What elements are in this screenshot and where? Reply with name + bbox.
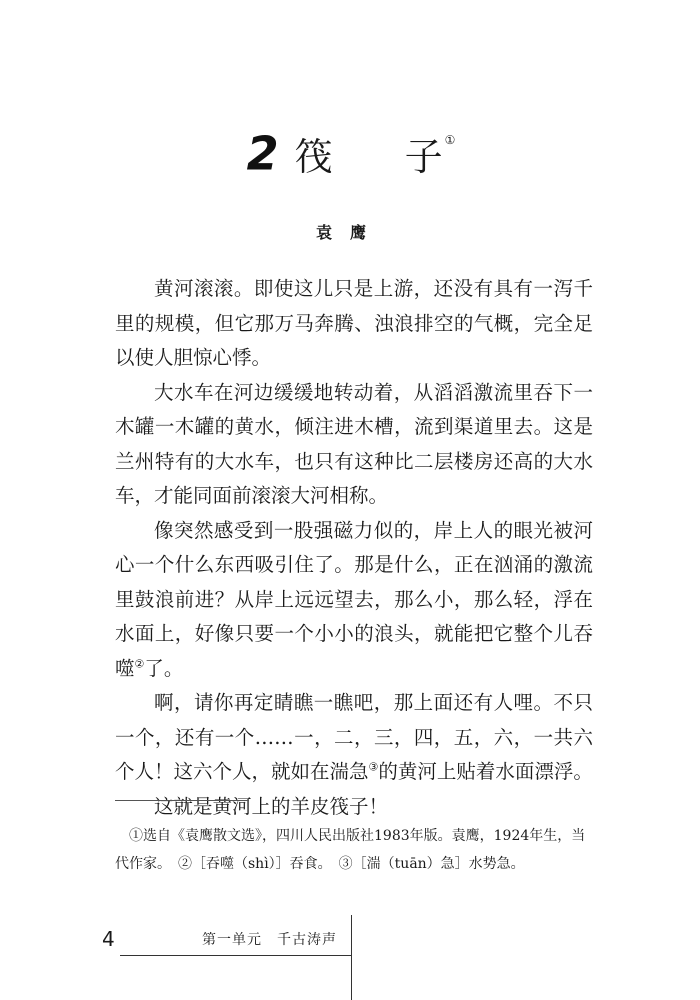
body-text: [115, 272, 593, 824]
footer-vertical-divider: [351, 915, 352, 1000]
author-name: 袁鹰: [315, 223, 384, 242]
page-footer: [0, 915, 700, 1000]
title-char-2: 子: [404, 135, 443, 179]
paragraph-3-text-a: 像突然感受到一股强磁力似的，岸上人的眼光被河心一个什么东西吸引住了。那是什么，正在汹涌的激流里鼓浪前进？从岸上远远望去，那么小，那么轻，浮在水面上，好像只要一个小小的浪头，就能把它整个儿吞噬: [115, 518, 593, 680]
footnote-mark-3: ③: [368, 760, 379, 774]
page-number: 4: [102, 927, 115, 951]
paragraph-4-text-a: 啊，请你再定睛瞧一瞧吧，那上面还有人哩。不只一个，还有一个……一，二，三，四，五，六，一共六个人！这六个人，就如在湍急: [115, 691, 593, 783]
title-char-1: 筏: [294, 135, 405, 179]
paragraph-4-text-b: 的黄河上贴着水面漂浮。: [378, 760, 593, 783]
title-text: [295, 135, 443, 179]
paragraph-5: 这就是黄河上的羊皮筏子！: [154, 794, 389, 818]
footnotes: [115, 822, 593, 878]
footnote-line-2: 代作家。 ②［吞噬（shì）］吞食。 ③［湍（tuān）急］水势急。: [115, 856, 525, 872]
footnote-line-1: ①选自《袁鹰散文选》，四川人民出版社1983年版。袁鹰，1924年生，当: [129, 828, 586, 844]
unit-title: 第一单元 千古涛声: [202, 932, 337, 948]
lesson-title: [0, 126, 700, 186]
paragraph-3-text-b: 了。: [144, 656, 184, 680]
paragraph-3: [115, 514, 593, 687]
footnote-mark-2: ②: [134, 657, 145, 670]
paragraph-2: 大水车在河边缓缓地转动着，从滔滔激流里吞下一木罐一木罐的黄水，倾注进木槽，流到渠道里去。这是兰州特有的大水车，也只有这种比二层楼房还高的大水车，才能同面前滚滚大河相称。: [115, 380, 593, 507]
footer-divider: [120, 955, 352, 956]
paragraph-4: [115, 686, 593, 790]
paragraph-1: 黄河滚滚。即使这儿只是上游，还没有具有一泻千里的规模，但它那万马奔腾、浊浪排空的气概，完全足以使人胆惊心悸。: [115, 277, 593, 369]
footnote-divider: [115, 800, 249, 801]
title-footnote-mark: ①: [444, 132, 456, 147]
lesson-number: 2: [246, 126, 277, 181]
